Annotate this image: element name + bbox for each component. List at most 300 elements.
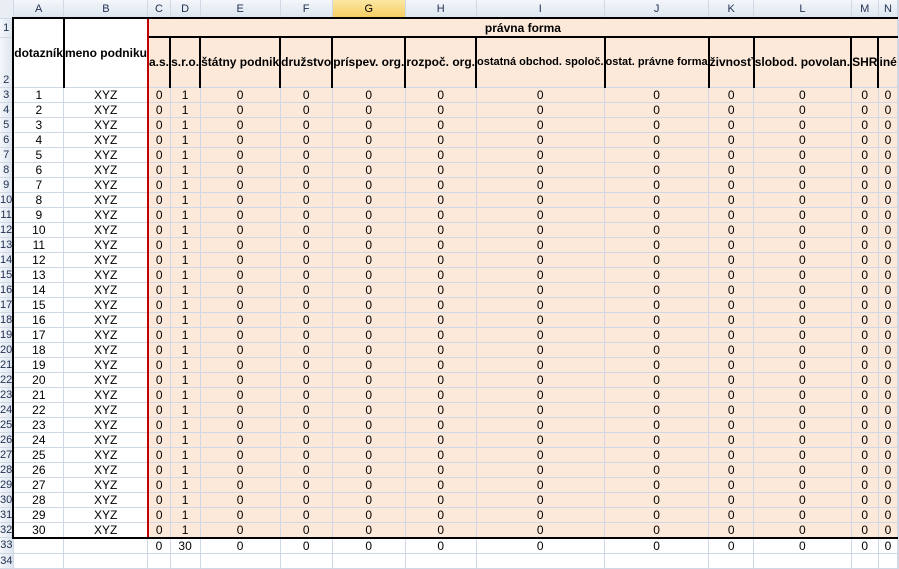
cell-dotaznik[interactable]: 24 xyxy=(13,432,64,447)
row-header[interactable]: 20 xyxy=(0,343,13,356)
cell-value[interactable]: 0 xyxy=(332,327,405,342)
cell-dotaznik[interactable]: 5 xyxy=(13,147,64,162)
cell-value[interactable]: 1 xyxy=(170,297,200,312)
cell-value[interactable]: 0 xyxy=(476,327,605,342)
cell-value[interactable]: 0 xyxy=(851,132,878,147)
cell-value[interactable]: 0 xyxy=(148,447,170,462)
cell-value[interactable]: 0 xyxy=(709,312,754,327)
cell-value[interactable]: 0 xyxy=(148,477,170,492)
cell-value[interactable]: 0 xyxy=(605,522,709,538)
column-header-a[interactable]: A xyxy=(13,0,64,18)
cell-value[interactable]: 0 xyxy=(405,252,476,267)
cell-value[interactable]: 0 xyxy=(405,177,476,192)
column-header-g[interactable]: G xyxy=(332,0,405,18)
cell-total[interactable]: 0 xyxy=(280,538,332,554)
cell-dotaznik[interactable]: 1 xyxy=(13,87,64,102)
cell-value[interactable]: 0 xyxy=(148,252,170,267)
cell-value[interactable]: 0 xyxy=(280,117,332,132)
cell-value[interactable]: 0 xyxy=(280,192,332,207)
cell-value[interactable]: 0 xyxy=(851,162,878,177)
cell-value[interactable]: 0 xyxy=(605,387,709,402)
cell-meno-podniku[interactable]: XYZ xyxy=(64,162,148,177)
cell-value[interactable]: 0 xyxy=(405,207,476,222)
column-header-i[interactable]: I xyxy=(476,0,605,18)
cell-value[interactable]: 0 xyxy=(878,402,897,417)
cell-value[interactable]: 0 xyxy=(754,477,851,492)
cell-value[interactable]: 0 xyxy=(405,477,476,492)
cell-empty[interactable] xyxy=(605,553,709,568)
cell-value[interactable]: 1 xyxy=(170,207,200,222)
cell-value[interactable]: 0 xyxy=(148,357,170,372)
cell-value[interactable]: 0 xyxy=(148,237,170,252)
cell-value[interactable]: 1 xyxy=(170,402,200,417)
cell-value[interactable]: 0 xyxy=(280,507,332,522)
cell-value[interactable]: 0 xyxy=(754,297,851,312)
header-dotaznik[interactable]: dotazník xyxy=(13,18,64,87)
cell-value[interactable]: 0 xyxy=(878,357,897,372)
cell-value[interactable]: 0 xyxy=(709,177,754,192)
cell-value[interactable]: 0 xyxy=(851,387,878,402)
cell-dotaznik[interactable]: 7 xyxy=(13,177,64,192)
cell-value[interactable]: 0 xyxy=(605,237,709,252)
cell-value[interactable]: 1 xyxy=(170,237,200,252)
cell-value[interactable]: 0 xyxy=(878,207,897,222)
cell-value[interactable]: 0 xyxy=(476,462,605,477)
cell-value[interactable]: 0 xyxy=(754,207,851,222)
cell-value[interactable]: 0 xyxy=(405,117,476,132)
cell-value[interactable]: 0 xyxy=(709,372,754,387)
cell-dotaznik[interactable]: 10 xyxy=(13,222,64,237)
header-prispev-org[interactable]: príspev. org. xyxy=(332,37,405,87)
cell-value[interactable]: 0 xyxy=(200,252,280,267)
cell-value[interactable]: 0 xyxy=(148,297,170,312)
cell-value[interactable]: 0 xyxy=(878,477,897,492)
cell-value[interactable]: 0 xyxy=(280,432,332,447)
column-header-b[interactable]: B xyxy=(64,0,148,18)
cell-value[interactable]: 0 xyxy=(476,252,605,267)
cell-value[interactable]: 0 xyxy=(280,447,332,462)
cell-value[interactable]: 0 xyxy=(200,117,280,132)
cell-value[interactable]: 0 xyxy=(754,417,851,432)
cell-value[interactable]: 0 xyxy=(200,462,280,477)
cell-value[interactable]: 1 xyxy=(170,432,200,447)
cell-value[interactable]: 0 xyxy=(476,207,605,222)
cell-value[interactable]: 1 xyxy=(170,117,200,132)
cell-value[interactable]: 0 xyxy=(878,192,897,207)
cell-value[interactable]: 0 xyxy=(851,477,878,492)
row-header[interactable]: 23 xyxy=(0,388,13,401)
cell-value[interactable]: 1 xyxy=(170,357,200,372)
cell-value[interactable]: 0 xyxy=(405,162,476,177)
cell-value[interactable]: 0 xyxy=(332,447,405,462)
cell-value[interactable]: 0 xyxy=(709,162,754,177)
cell-value[interactable]: 0 xyxy=(148,132,170,147)
cell-value[interactable]: 0 xyxy=(605,162,709,177)
cell-total[interactable]: 0 xyxy=(405,538,476,554)
row-header[interactable]: 9 xyxy=(0,177,13,192)
cell-value[interactable]: 0 xyxy=(332,192,405,207)
cell-value[interactable]: 0 xyxy=(878,507,897,522)
cell-value[interactable]: 0 xyxy=(605,252,709,267)
cell-value[interactable]: 0 xyxy=(148,207,170,222)
cell-value[interactable]: 0 xyxy=(605,357,709,372)
cell-value[interactable]: 0 xyxy=(405,462,476,477)
cell-value[interactable]: 0 xyxy=(851,147,878,162)
cell-value[interactable]: 0 xyxy=(332,432,405,447)
cell-value[interactable]: 0 xyxy=(332,207,405,222)
cell-value[interactable]: 0 xyxy=(148,177,170,192)
cell-value[interactable]: 0 xyxy=(280,267,332,282)
cell-value[interactable]: 0 xyxy=(332,477,405,492)
cell-value[interactable]: 0 xyxy=(476,477,605,492)
cell-value[interactable]: 0 xyxy=(476,312,605,327)
cell-value[interactable]: 0 xyxy=(148,147,170,162)
cell-total[interactable]: 0 xyxy=(709,538,754,554)
cell-total[interactable]: 0 xyxy=(851,538,878,554)
cell-dotaznik[interactable]: 16 xyxy=(13,312,64,327)
cell-total[interactable]: 0 xyxy=(332,538,405,554)
cell-value[interactable]: 0 xyxy=(878,297,897,312)
cell-value[interactable]: 1 xyxy=(170,492,200,507)
cell-value[interactable]: 1 xyxy=(170,177,200,192)
cell-value[interactable]: 0 xyxy=(754,462,851,477)
cell-value[interactable]: 0 xyxy=(405,237,476,252)
cell-value[interactable]: 0 xyxy=(332,372,405,387)
cell-value[interactable]: 0 xyxy=(476,117,605,132)
cell-value[interactable]: 0 xyxy=(851,117,878,132)
cell-value[interactable]: 0 xyxy=(200,237,280,252)
cell-value[interactable]: 1 xyxy=(170,507,200,522)
cell-value[interactable]: 0 xyxy=(605,372,709,387)
cell-meno-podniku[interactable]: XYZ xyxy=(64,252,148,267)
cell-value[interactable]: 0 xyxy=(200,357,280,372)
cell-value[interactable]: 0 xyxy=(709,342,754,357)
cell-value[interactable]: 0 xyxy=(709,327,754,342)
cell-value[interactable]: 0 xyxy=(148,507,170,522)
cell-value[interactable]: 0 xyxy=(605,492,709,507)
cell-value[interactable]: 0 xyxy=(148,372,170,387)
cell-value[interactable]: 0 xyxy=(476,132,605,147)
cell-value[interactable]: 0 xyxy=(851,102,878,117)
cell-meno-podniku[interactable]: XYZ xyxy=(64,207,148,222)
cell-value[interactable]: 0 xyxy=(405,432,476,447)
cell-value[interactable]: 0 xyxy=(878,222,897,237)
cell-value[interactable]: 0 xyxy=(754,372,851,387)
cell-value[interactable]: 0 xyxy=(200,87,280,102)
cell-value[interactable]: 0 xyxy=(754,177,851,192)
cell-meno-podniku[interactable]: XYZ xyxy=(64,372,148,387)
cell-value[interactable]: 0 xyxy=(332,102,405,117)
cell-empty[interactable] xyxy=(709,553,754,568)
cell-value[interactable]: 0 xyxy=(148,402,170,417)
cell-value[interactable]: 0 xyxy=(332,117,405,132)
cell-value[interactable]: 0 xyxy=(200,192,280,207)
cell-dotaznik[interactable]: 26 xyxy=(13,462,64,477)
header-statny-podnik[interactable]: štátny podnik xyxy=(200,37,280,87)
cell-value[interactable]: 0 xyxy=(280,402,332,417)
cell-value[interactable]: 0 xyxy=(709,492,754,507)
cell-empty[interactable] xyxy=(280,553,332,568)
cell-value[interactable]: 0 xyxy=(878,282,897,297)
cell-value[interactable]: 0 xyxy=(200,222,280,237)
column-header-l[interactable]: L xyxy=(754,0,851,18)
cell-empty[interactable] xyxy=(476,553,605,568)
cell-value[interactable]: 0 xyxy=(851,357,878,372)
cell-value[interactable]: 0 xyxy=(332,417,405,432)
cell-value[interactable]: 0 xyxy=(851,237,878,252)
header-sro[interactable]: s.r.o. xyxy=(170,37,200,87)
cell-empty[interactable] xyxy=(405,553,476,568)
cell-value[interactable]: 0 xyxy=(605,312,709,327)
cell-value[interactable]: 0 xyxy=(476,102,605,117)
cell-value[interactable]: 0 xyxy=(200,387,280,402)
cell-value[interactable]: 0 xyxy=(148,387,170,402)
cell-value[interactable]: 0 xyxy=(405,417,476,432)
cell-meno-podniku[interactable]: XYZ xyxy=(64,132,148,147)
row-header[interactable]: 17 xyxy=(0,298,13,311)
cell-value[interactable]: 0 xyxy=(280,222,332,237)
cell-value[interactable]: 0 xyxy=(605,477,709,492)
cell-value[interactable]: 0 xyxy=(280,462,332,477)
header-meno-podniku[interactable]: meno podniku xyxy=(64,18,148,87)
row-header[interactable]: 26 xyxy=(0,433,13,446)
cell-value[interactable]: 0 xyxy=(332,357,405,372)
cell-value[interactable]: 0 xyxy=(476,522,605,538)
cell-value[interactable]: 0 xyxy=(200,327,280,342)
cell-value[interactable]: 0 xyxy=(476,282,605,297)
cell-value[interactable]: 0 xyxy=(709,507,754,522)
cell-value[interactable]: 0 xyxy=(280,522,332,538)
cell-value[interactable]: 0 xyxy=(605,432,709,447)
cell-value[interactable]: 1 xyxy=(170,522,200,538)
header-as[interactable]: a.s. xyxy=(148,37,170,87)
cell-value[interactable]: 0 xyxy=(200,282,280,297)
cell-value[interactable]: 0 xyxy=(148,222,170,237)
cell-value[interactable]: 0 xyxy=(476,492,605,507)
cell-value[interactable]: 0 xyxy=(878,162,897,177)
column-header-f[interactable]: F xyxy=(280,0,332,18)
header-ine[interactable]: iné xyxy=(878,37,897,87)
cell-empty[interactable] xyxy=(64,553,148,568)
cell-value[interactable]: 0 xyxy=(709,297,754,312)
cell-value[interactable]: 0 xyxy=(148,267,170,282)
cell-value[interactable]: 0 xyxy=(476,387,605,402)
cell-value[interactable]: 1 xyxy=(170,192,200,207)
cell-value[interactable]: 0 xyxy=(332,162,405,177)
row-header[interactable]: 22 xyxy=(0,373,13,386)
cell-value[interactable]: 0 xyxy=(200,477,280,492)
cell-value[interactable]: 0 xyxy=(878,237,897,252)
cell-value[interactable]: 1 xyxy=(170,282,200,297)
cell-value[interactable]: 0 xyxy=(878,252,897,267)
column-header-k[interactable]: K xyxy=(709,0,754,18)
cell-value[interactable]: 0 xyxy=(709,522,754,538)
cell-value[interactable]: 0 xyxy=(605,87,709,102)
cell-value[interactable]: 0 xyxy=(200,492,280,507)
cell-value[interactable]: 0 xyxy=(280,282,332,297)
cell-value[interactable]: 0 xyxy=(280,87,332,102)
cell-value[interactable]: 0 xyxy=(878,492,897,507)
cell-value[interactable]: 1 xyxy=(170,102,200,117)
cell-value[interactable]: 0 xyxy=(405,327,476,342)
cell-value[interactable]: 0 xyxy=(280,177,332,192)
cell-value[interactable]: 0 xyxy=(709,477,754,492)
header-zivnost[interactable]: živnosť xyxy=(709,37,754,87)
cell-meno-podniku[interactable]: XYZ xyxy=(64,237,148,252)
cell-value[interactable]: 0 xyxy=(851,507,878,522)
cell-value[interactable]: 0 xyxy=(754,147,851,162)
cell-value[interactable]: 0 xyxy=(148,462,170,477)
cell-value[interactable]: 0 xyxy=(709,252,754,267)
cell-value[interactable]: 0 xyxy=(851,372,878,387)
cell-dotaznik[interactable]: 25 xyxy=(13,447,64,462)
cell-value[interactable]: 0 xyxy=(605,147,709,162)
cell-value[interactable]: 0 xyxy=(200,102,280,117)
row-header[interactable]: 8 xyxy=(0,162,13,177)
cell-value[interactable]: 0 xyxy=(405,102,476,117)
cell-value[interactable]: 0 xyxy=(605,342,709,357)
cell-dotaznik[interactable]: 21 xyxy=(13,387,64,402)
cell-value[interactable]: 0 xyxy=(148,432,170,447)
cell-value[interactable]: 0 xyxy=(200,522,280,538)
cell-value[interactable]: 0 xyxy=(200,432,280,447)
cell-dotaznik[interactable]: 28 xyxy=(13,492,64,507)
cell-value[interactable]: 0 xyxy=(851,312,878,327)
cell-value[interactable]: 0 xyxy=(405,447,476,462)
cell-value[interactable]: 0 xyxy=(476,402,605,417)
cell-value[interactable]: 0 xyxy=(851,207,878,222)
cell-total[interactable]: 0 xyxy=(605,538,709,554)
cell-value[interactable]: 1 xyxy=(170,462,200,477)
cell-value[interactable]: 0 xyxy=(605,402,709,417)
cell-value[interactable]: 0 xyxy=(878,462,897,477)
cell-dotaznik[interactable]: 22 xyxy=(13,402,64,417)
cell-dotaznik[interactable]: 13 xyxy=(13,267,64,282)
row-header[interactable]: 11 xyxy=(0,208,12,221)
cell-value[interactable]: 0 xyxy=(280,237,332,252)
cell-value[interactable]: 0 xyxy=(754,267,851,282)
cell-value[interactable]: 0 xyxy=(332,87,405,102)
cell-empty[interactable] xyxy=(851,553,878,568)
cell-value[interactable]: 1 xyxy=(170,417,200,432)
cell-value[interactable]: 0 xyxy=(605,192,709,207)
cell-empty[interactable] xyxy=(332,553,405,568)
cell-value[interactable]: 0 xyxy=(709,147,754,162)
cell-value[interactable]: 0 xyxy=(332,312,405,327)
cell-value[interactable]: 0 xyxy=(200,147,280,162)
cell-total[interactable]: 0 xyxy=(754,538,851,554)
row-header[interactable]: 13 xyxy=(0,238,13,251)
cell-value[interactable]: 0 xyxy=(280,147,332,162)
cell-value[interactable]: 0 xyxy=(200,132,280,147)
cell-value[interactable]: 0 xyxy=(476,237,605,252)
cell-value[interactable]: 0 xyxy=(754,132,851,147)
cell-value[interactable]: 0 xyxy=(709,87,754,102)
cell-value[interactable]: 0 xyxy=(851,267,878,282)
cell-dotaznik[interactable]: 30 xyxy=(13,522,64,538)
cell-dotaznik[interactable]: 23 xyxy=(13,417,64,432)
cell-value[interactable]: 0 xyxy=(280,252,332,267)
cell-meno-podniku[interactable]: XYZ xyxy=(64,177,148,192)
cell-value[interactable]: 0 xyxy=(200,402,280,417)
cell-value[interactable]: 0 xyxy=(280,492,332,507)
row-header-2[interactable]: 2 xyxy=(0,37,13,87)
cell-value[interactable]: 0 xyxy=(405,522,476,538)
cell-value[interactable]: 0 xyxy=(878,267,897,282)
cell-meno-podniku[interactable]: XYZ xyxy=(64,492,148,507)
row-header[interactable]: 14 xyxy=(0,253,13,266)
cell-value[interactable]: 0 xyxy=(605,462,709,477)
cell-value[interactable]: 1 xyxy=(170,267,200,282)
cell-value[interactable]: 0 xyxy=(709,402,754,417)
cell-value[interactable]: 0 xyxy=(200,447,280,462)
cell-value[interactable]: 0 xyxy=(476,297,605,312)
row-header[interactable]: 15 xyxy=(0,268,13,281)
cell-value[interactable]: 0 xyxy=(280,477,332,492)
cell-value[interactable]: 0 xyxy=(878,522,897,538)
cell-value[interactable]: 0 xyxy=(405,507,476,522)
cell-value[interactable]: 0 xyxy=(148,417,170,432)
cell-dotaznik[interactable]: 15 xyxy=(13,297,64,312)
cell-value[interactable]: 0 xyxy=(878,132,897,147)
cell-meno-podniku[interactable]: XYZ xyxy=(64,282,148,297)
row-header[interactable]: 31 xyxy=(0,508,13,521)
row-header[interactable]: 30 xyxy=(0,493,13,506)
cell-value[interactable]: 0 xyxy=(754,522,851,538)
cell-meno-podniku[interactable]: XYZ xyxy=(64,477,148,492)
cell-value[interactable]: 0 xyxy=(200,312,280,327)
cell-meno-podniku[interactable]: XYZ xyxy=(64,312,148,327)
cell-value[interactable]: 0 xyxy=(148,102,170,117)
cell-value[interactable]: 0 xyxy=(709,207,754,222)
row-header[interactable]: 28 xyxy=(0,463,13,476)
cell-dotaznik[interactable]: 14 xyxy=(13,282,64,297)
cell-value[interactable]: 0 xyxy=(709,357,754,372)
cell-dotaznik[interactable]: 27 xyxy=(13,477,64,492)
column-header-n[interactable]: N xyxy=(878,0,897,18)
cell-value[interactable]: 0 xyxy=(476,357,605,372)
cell-value[interactable]: 0 xyxy=(754,402,851,417)
cell-value[interactable]: 0 xyxy=(851,342,878,357)
cell-value[interactable]: 0 xyxy=(851,192,878,207)
cell-dotaznik[interactable]: 11 xyxy=(13,237,64,252)
cell-value[interactable]: 0 xyxy=(200,162,280,177)
cell-value[interactable]: 0 xyxy=(605,507,709,522)
cell-value[interactable]: 0 xyxy=(754,357,851,372)
cell-value[interactable]: 0 xyxy=(605,267,709,282)
cell-value[interactable]: 0 xyxy=(476,507,605,522)
cell-value[interactable]: 0 xyxy=(200,342,280,357)
cell-dotaznik[interactable]: 19 xyxy=(13,357,64,372)
cell-empty[interactable] xyxy=(878,553,897,568)
cell-meno-podniku[interactable]: XYZ xyxy=(64,522,148,538)
header-rozpoc-org[interactable]: rozpoč. org. xyxy=(405,37,476,87)
cell-value[interactable]: 0 xyxy=(709,267,754,282)
cell-dotaznik[interactable]: 29 xyxy=(13,507,64,522)
cell-empty[interactable] xyxy=(170,553,200,568)
cell-meno-podniku[interactable]: XYZ xyxy=(64,417,148,432)
cell-value[interactable]: 0 xyxy=(332,267,405,282)
cell-value[interactable]: 0 xyxy=(851,402,878,417)
row-header[interactable]: 19 xyxy=(0,328,13,341)
cell-value[interactable]: 0 xyxy=(476,162,605,177)
column-header-e[interactable]: E xyxy=(200,0,280,18)
cell-value[interactable]: 0 xyxy=(148,522,170,538)
cell-value[interactable]: 0 xyxy=(709,117,754,132)
cell-meno-podniku[interactable]: XYZ xyxy=(64,267,148,282)
row-header[interactable]: 4 xyxy=(0,102,13,117)
cell-value[interactable]: 0 xyxy=(405,312,476,327)
